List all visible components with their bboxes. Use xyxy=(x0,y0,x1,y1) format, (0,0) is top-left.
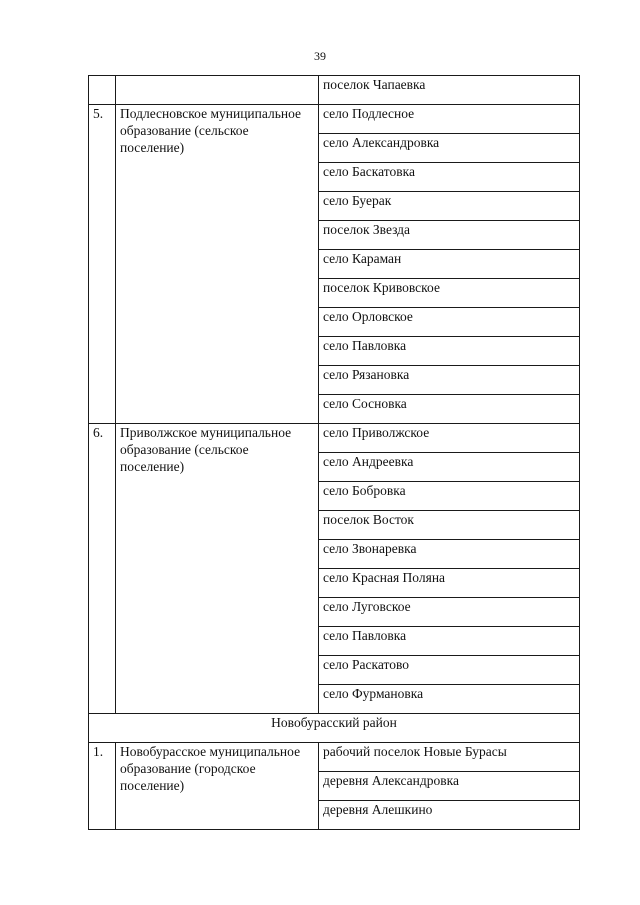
municipality-name: Подлесновское муниципальное образование (сельское поселение) xyxy=(116,105,319,424)
page-number: 39 xyxy=(314,49,326,63)
row-number: 1. xyxy=(89,743,116,830)
settlement-name: село Павловка xyxy=(319,627,580,656)
settlement-name: деревня Александровка xyxy=(319,772,580,801)
settlement-name: поселок Восток xyxy=(319,511,580,540)
settlement-name: поселок Звезда xyxy=(319,221,580,250)
settlement-name: село Красная Поляна xyxy=(319,569,580,598)
settlement-name: село Рязановка xyxy=(319,366,580,395)
settlement-name: село Сосновка xyxy=(319,395,580,424)
settlement-name: село Баскатовка xyxy=(319,163,580,192)
settlement-name: село Андреевка xyxy=(319,453,580,482)
settlement-name: поселок Кривовское xyxy=(319,279,580,308)
row-number: 5. xyxy=(89,105,116,424)
settlement-name: село Звонаревка xyxy=(319,540,580,569)
municipality-name: Новобурасское муниципальное образование (городское поселение) xyxy=(116,743,319,830)
settlement-name: поселок Чапаевка xyxy=(319,76,580,105)
row-number: 6. xyxy=(89,424,116,714)
settlement-name: село Буерак xyxy=(319,192,580,221)
settlement-name: село Фурмановка xyxy=(319,685,580,714)
settlement-name: село Орловское xyxy=(319,308,580,337)
settlement-name: деревня Алешкино xyxy=(319,801,580,830)
district-name: Новобурасский район xyxy=(89,714,580,743)
row-number xyxy=(89,76,116,105)
settlement-name: село Приволжское xyxy=(319,424,580,453)
settlement-name: село Подлесное xyxy=(319,105,580,134)
settlement-name: село Караман xyxy=(319,250,580,279)
settlement-name: село Александровка xyxy=(319,134,580,163)
municipality-name: Приволжское муниципальное образование (сельское поселение) xyxy=(116,424,319,714)
settlement-name: село Павловка xyxy=(319,337,580,366)
settlements-table xyxy=(88,75,580,830)
settlement-name: село Бобровка xyxy=(319,482,580,511)
settlement-name: рабочий поселок Новые Бурасы xyxy=(319,743,580,772)
district-row xyxy=(89,714,580,743)
table-row xyxy=(89,743,580,772)
settlement-name: село Луговское xyxy=(319,598,580,627)
settlement-name: село Раскатово xyxy=(319,656,580,685)
table-row xyxy=(89,424,580,453)
table-row xyxy=(89,105,580,134)
municipality-name xyxy=(116,76,319,105)
table-row xyxy=(89,76,580,105)
